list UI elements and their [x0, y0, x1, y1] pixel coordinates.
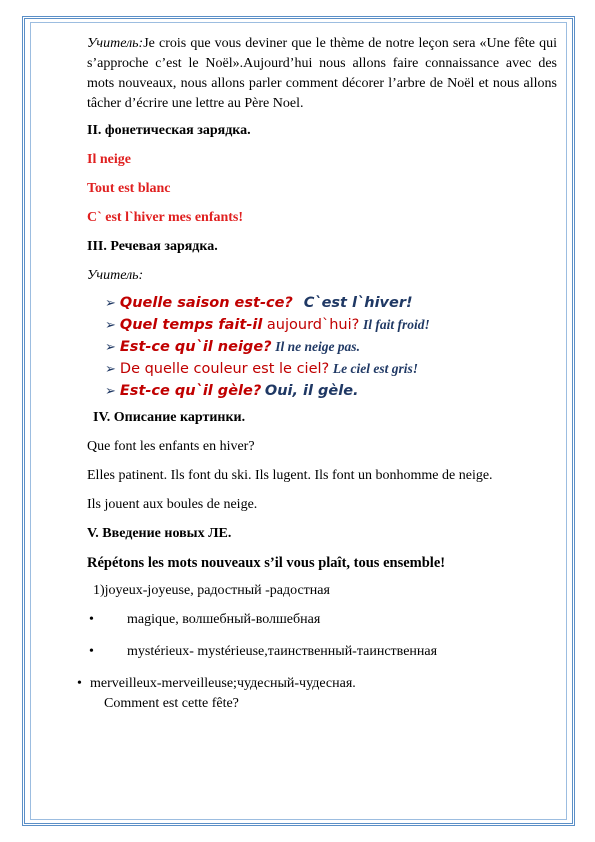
dialog-question: De quelle couleur est le ciel? [119, 361, 330, 377]
vocab-bullet-item [77, 674, 557, 694]
section-5-heading: V. Введение новых ЛЕ. [87, 526, 232, 541]
vocab-bullet-text: magique, волшебный-волшебная [127, 612, 321, 627]
section-4-answer-1: Elles patinent. Ils font du ski. Ils lugent. Ils font un bonhomme de neige. [87, 468, 493, 483]
dialog-question: Quelle saison est-ce? [119, 295, 293, 311]
dialog-answer: Oui, il gèle. [264, 383, 359, 399]
vocab-bullet-text: merveilleux-merveilleuse;чудесный-чудесная. [90, 676, 356, 691]
teacher-label: Учитель: [87, 268, 144, 283]
arrow-bullet-icon: ➢ [105, 383, 116, 398]
closing-question: Comment est cette fête? [104, 696, 239, 711]
dialog-answer: Il fait froid! [362, 317, 430, 332]
dialog-question: Est-ce qu`il neige? [119, 339, 272, 355]
vocab-bullet-item [87, 642, 557, 662]
arrow-bullet-icon: ➢ [105, 339, 116, 354]
dialog-item [105, 314, 557, 336]
speaker-label: Учитель: [87, 36, 144, 51]
bullet-icon: • [89, 612, 94, 627]
dialog-answer: Le ciel est gris! [332, 361, 418, 376]
phonetic-line-2: Tout est blanc [87, 181, 171, 196]
vocab-bullet-text: mystérieux- mystérieuse,таинственный-таинственная [127, 644, 438, 659]
section-4-answer-2: Ils jouent aux boules de neige. [87, 497, 258, 512]
arrow-bullet-icon: ➢ [105, 361, 116, 376]
bullet-icon: • [77, 676, 82, 691]
document-body [77, 34, 557, 714]
intro-paragraph [87, 34, 557, 114]
dialog-answer: C`est l`hiver! [303, 295, 413, 311]
arrow-bullet-icon: ➢ [105, 317, 116, 332]
dialog-item [105, 358, 557, 380]
dialog-list [87, 292, 557, 402]
arrow-bullet-icon: ➢ [105, 295, 116, 310]
dialog-item [105, 292, 557, 314]
vocab-item-1: 1)joyeux-joyeuse, радостный -радостная [93, 583, 330, 598]
section-4-question: Que font les enfants en hiver? [87, 439, 255, 454]
section-3-heading: III. Речевая зарядка. [87, 239, 218, 254]
bullet-icon: • [89, 644, 94, 659]
dialog-item [105, 380, 557, 402]
dialog-question-cont: aujourd`hui? [262, 317, 360, 333]
section-5-instruction: Répétons les mots nouveaux s’il vous plaît, tous ensemble! [87, 555, 446, 571]
intro-text: Je crois que vous deviner que le thème de notre leçon sera «Une fête qui s’approche c’est le Noël».Aujourd’hui nous allons faire connaissance avec des mots nouveaux, nous allons parler comment décorer l’arbre de Noël et nous allons tâcher d’écrire une lettre au Père Noel. [87, 36, 557, 111]
phonetic-line-3: C` est l`hiver mes enfants! [87, 210, 244, 225]
phonetic-line-1: Il neige [87, 152, 131, 167]
section-2-heading: II. фонетическая зарядка. [87, 123, 251, 138]
dialog-question: Est-ce qu`il gèle? [119, 383, 262, 399]
vocab-bullet-item [87, 610, 557, 630]
dialog-answer: Il ne neige pas. [275, 339, 360, 354]
dialog-question: Quel temps fait-il [119, 317, 263, 333]
dialog-item [105, 336, 557, 358]
section-4-heading: IV. Описание картинки. [93, 410, 246, 425]
